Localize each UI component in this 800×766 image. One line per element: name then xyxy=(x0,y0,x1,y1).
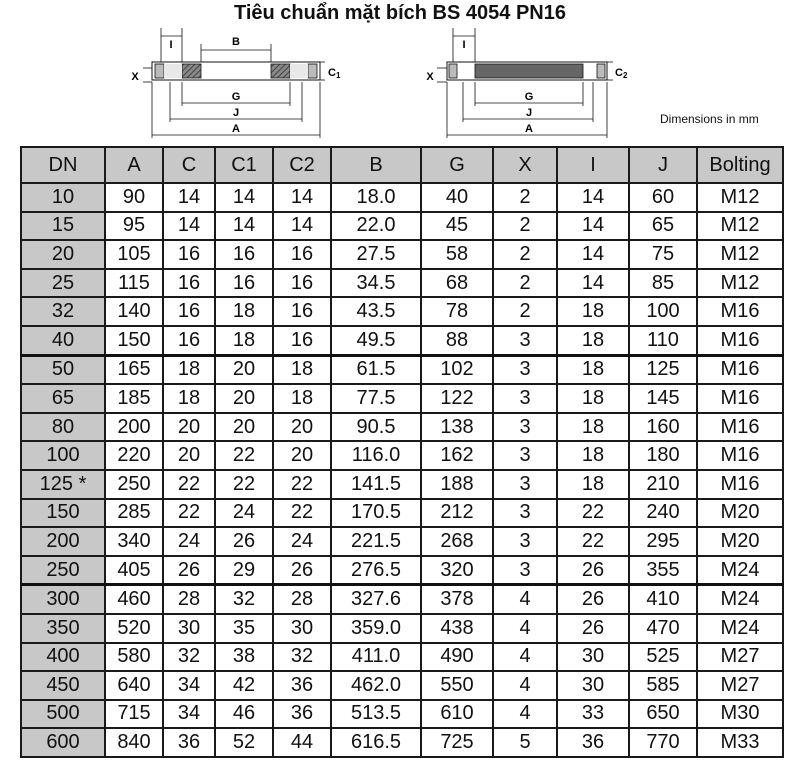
table-cell: 221.5 xyxy=(331,527,421,556)
table-cell: 340 xyxy=(105,527,163,556)
table-cell: 60 xyxy=(629,183,697,212)
table-cell: 770 xyxy=(629,728,697,757)
table-cell: 18 xyxy=(557,326,629,355)
table-cell: 18 xyxy=(273,384,331,413)
table-cell: 42 xyxy=(215,671,273,700)
table-cell: 320 xyxy=(421,556,493,585)
table-cell: 65 xyxy=(629,212,697,241)
table-cell: 200 xyxy=(105,413,163,442)
table-cell: 22 xyxy=(163,499,215,528)
dn-cell: 500 xyxy=(21,700,105,729)
table-cell: M16 xyxy=(697,326,783,355)
table-cell: 27.5 xyxy=(331,240,421,269)
table-cell: 49.5 xyxy=(331,326,421,355)
table-cell: 2 xyxy=(493,269,557,298)
table-cell: 327.6 xyxy=(331,585,421,614)
table-cell: 22.0 xyxy=(331,212,421,241)
table-cell: 36 xyxy=(273,700,331,729)
table-row xyxy=(21,671,783,700)
page-title: Tiêu chuẩn mặt bích BS 4054 PN16 xyxy=(234,2,566,24)
table-cell: 3 xyxy=(493,441,557,470)
dim-label-a: A xyxy=(232,123,240,135)
table-cell: M24 xyxy=(697,614,783,643)
dim-label-x-blind: X xyxy=(426,71,434,83)
table-cell: M16 xyxy=(697,470,783,499)
table-row xyxy=(21,470,783,499)
column-header-x: X xyxy=(493,147,557,183)
table-cell: 150 xyxy=(105,326,163,355)
table-cell: 3 xyxy=(493,355,557,384)
column-header-i: I xyxy=(557,147,629,183)
table-cell: M20 xyxy=(697,527,783,556)
table-cell: 26 xyxy=(163,556,215,585)
dim-label-j: J xyxy=(232,107,240,119)
table-cell: 14 xyxy=(557,240,629,269)
table-cell: 61.5 xyxy=(331,355,421,384)
table-cell: M12 xyxy=(697,269,783,298)
column-header-c: C xyxy=(163,147,215,183)
table-cell: 105 xyxy=(105,240,163,269)
dim-label-i-blind: I xyxy=(462,39,466,51)
dn-cell: 400 xyxy=(21,643,105,672)
table-cell: 30 xyxy=(557,643,629,672)
table-cell: 102 xyxy=(421,355,493,384)
dim-label-j-blind: J xyxy=(525,107,533,119)
column-header-c2: C2 xyxy=(273,147,331,183)
dim-label-b: B xyxy=(232,36,240,48)
dim-label-a-blind: A xyxy=(525,123,533,135)
column-header-j: J xyxy=(629,147,697,183)
table-cell: 525 xyxy=(629,643,697,672)
table-cell: M27 xyxy=(697,671,783,700)
table-cell: 95 xyxy=(105,212,163,241)
column-header-g: G xyxy=(421,147,493,183)
table-cell: 75 xyxy=(629,240,697,269)
table-cell: 34.5 xyxy=(331,269,421,298)
dn-cell: 50 xyxy=(21,355,105,384)
table-cell: M33 xyxy=(697,728,783,757)
table-cell: 650 xyxy=(629,700,697,729)
table-row xyxy=(21,413,783,442)
dn-cell: 350 xyxy=(21,614,105,643)
table-cell: 28 xyxy=(273,585,331,614)
table-cell: 22 xyxy=(215,470,273,499)
flange-spec-table xyxy=(20,146,784,758)
table-cell: 33 xyxy=(557,700,629,729)
table-cell: 18 xyxy=(163,384,215,413)
table-cell: 22 xyxy=(557,527,629,556)
table-cell: 18 xyxy=(215,326,273,355)
table-cell: 20 xyxy=(215,384,273,413)
table-cell: M16 xyxy=(697,413,783,442)
table-cell: 22 xyxy=(163,470,215,499)
table-cell: 20 xyxy=(163,413,215,442)
table-cell: 26 xyxy=(215,527,273,556)
table-cell: 145 xyxy=(629,384,697,413)
dn-cell: 80 xyxy=(21,413,105,442)
dn-cell: 15 xyxy=(21,212,105,241)
table-cell: 610 xyxy=(421,700,493,729)
table-cell: 38 xyxy=(215,643,273,672)
table-cell: 18 xyxy=(557,441,629,470)
table-row xyxy=(21,384,783,413)
table-cell: 18 xyxy=(163,355,215,384)
table-cell: 22 xyxy=(273,470,331,499)
dn-cell: 32 xyxy=(21,297,105,326)
table-cell: 68 xyxy=(421,269,493,298)
table-cell: M27 xyxy=(697,643,783,672)
dim-label-c2: C2 xyxy=(615,67,628,80)
table-cell: 34 xyxy=(163,671,215,700)
dn-cell: 200 xyxy=(21,527,105,556)
table-cell: 250 xyxy=(105,470,163,499)
column-header-dn: DN xyxy=(21,147,105,183)
table-cell: 18 xyxy=(557,355,629,384)
table-cell: 276.5 xyxy=(331,556,421,585)
table-cell: 2 xyxy=(493,297,557,326)
table-cell: 20 xyxy=(215,355,273,384)
table-cell: 85 xyxy=(629,269,697,298)
dn-cell: 100 xyxy=(21,441,105,470)
table-cell: 110 xyxy=(629,326,697,355)
table-cell: 45 xyxy=(421,212,493,241)
table-cell: 162 xyxy=(421,441,493,470)
table-cell: 14 xyxy=(273,212,331,241)
table-cell: 16 xyxy=(273,297,331,326)
table-cell: 18 xyxy=(557,384,629,413)
table-cell: 285 xyxy=(105,499,163,528)
table-cell: 46 xyxy=(215,700,273,729)
table-cell: 90.5 xyxy=(331,413,421,442)
table-cell: 3 xyxy=(493,499,557,528)
table-cell: 16 xyxy=(215,269,273,298)
table-cell: 3 xyxy=(493,527,557,556)
column-header-bolting: Bolting xyxy=(697,147,783,183)
column-header-a: A xyxy=(105,147,163,183)
table-cell: 14 xyxy=(163,183,215,212)
table-cell: 220 xyxy=(105,441,163,470)
table-cell: 26 xyxy=(273,556,331,585)
dn-cell: 10 xyxy=(21,183,105,212)
flange-diagram-slip-on xyxy=(125,26,345,142)
table-cell: 36 xyxy=(163,728,215,757)
column-header-b: B xyxy=(331,147,421,183)
table-cell: 16 xyxy=(163,240,215,269)
table-cell: 36 xyxy=(273,671,331,700)
table-cell: 16 xyxy=(163,269,215,298)
table-row xyxy=(21,355,783,384)
table-cell: 16 xyxy=(163,326,215,355)
table-cell: 14 xyxy=(215,212,273,241)
table-row xyxy=(21,212,783,241)
table-cell: M16 xyxy=(697,384,783,413)
table-cell: 550 xyxy=(421,671,493,700)
table-cell: 840 xyxy=(105,728,163,757)
table-cell: 14 xyxy=(215,183,273,212)
table-cell: 438 xyxy=(421,614,493,643)
table-cell: 40 xyxy=(421,183,493,212)
dn-cell: 450 xyxy=(21,671,105,700)
dn-cell: 25 xyxy=(21,269,105,298)
table-cell: 20 xyxy=(273,413,331,442)
table-cell: 295 xyxy=(629,527,697,556)
table-cell: 14 xyxy=(557,183,629,212)
table-cell: 26 xyxy=(557,585,629,614)
table-cell: 138 xyxy=(421,413,493,442)
table-cell: 640 xyxy=(105,671,163,700)
table-cell: 462.0 xyxy=(331,671,421,700)
table-cell: 18.0 xyxy=(331,183,421,212)
table-cell: 3 xyxy=(493,413,557,442)
table-cell: M30 xyxy=(697,700,783,729)
table-row xyxy=(21,297,783,326)
table-cell: 715 xyxy=(105,700,163,729)
table-cell: 22 xyxy=(557,499,629,528)
table-cell: 44 xyxy=(273,728,331,757)
table-cell: 3 xyxy=(493,384,557,413)
table-cell: 490 xyxy=(421,643,493,672)
table-cell: 580 xyxy=(105,643,163,672)
flange-diagram-blind xyxy=(425,26,645,142)
table-cell: 35 xyxy=(215,614,273,643)
table-cell: 405 xyxy=(105,556,163,585)
dn-cell: 600 xyxy=(21,728,105,757)
table-cell: 18 xyxy=(215,297,273,326)
table-row xyxy=(21,183,783,212)
table-cell: 22 xyxy=(215,441,273,470)
table-row xyxy=(21,326,783,355)
table-cell: 140 xyxy=(105,297,163,326)
table-cell: 3 xyxy=(493,326,557,355)
dn-cell: 20 xyxy=(21,240,105,269)
dn-cell: 250 xyxy=(21,556,105,585)
table-cell: 100 xyxy=(629,297,697,326)
table-cell: 378 xyxy=(421,585,493,614)
table-cell: 14 xyxy=(557,269,629,298)
table-cell: 122 xyxy=(421,384,493,413)
table-row xyxy=(21,556,783,585)
table-cell: 88 xyxy=(421,326,493,355)
table-cell: 725 xyxy=(421,728,493,757)
table-cell: 18 xyxy=(557,413,629,442)
table-cell: 18 xyxy=(557,470,629,499)
table-cell: 20 xyxy=(215,413,273,442)
table-cell: 188 xyxy=(421,470,493,499)
table-cell: 520 xyxy=(105,614,163,643)
table-row xyxy=(21,240,783,269)
dn-cell: 150 xyxy=(21,499,105,528)
table-cell: 52 xyxy=(215,728,273,757)
dn-cell: 65 xyxy=(21,384,105,413)
dn-cell: 300 xyxy=(21,585,105,614)
table-cell: M16 xyxy=(697,355,783,384)
table-row xyxy=(21,585,783,614)
table-cell: 2 xyxy=(493,212,557,241)
table-cell: 115 xyxy=(105,269,163,298)
table-cell: 185 xyxy=(105,384,163,413)
table-cell: 141.5 xyxy=(331,470,421,499)
table-row xyxy=(21,700,783,729)
table-cell: 4 xyxy=(493,614,557,643)
table-cell: 32 xyxy=(163,643,215,672)
table-cell: 616.5 xyxy=(331,728,421,757)
table-cell: 3 xyxy=(493,470,557,499)
table-cell: 26 xyxy=(557,614,629,643)
table-cell: 28 xyxy=(163,585,215,614)
table-cell: M12 xyxy=(697,212,783,241)
dim-label-x: X xyxy=(131,71,139,83)
table-cell: 268 xyxy=(421,527,493,556)
table-cell: 165 xyxy=(105,355,163,384)
table-cell: 160 xyxy=(629,413,697,442)
table-cell: 212 xyxy=(421,499,493,528)
table-cell: 16 xyxy=(215,240,273,269)
table-cell: 14 xyxy=(163,212,215,241)
table-cell: 125 xyxy=(629,355,697,384)
table-cell: 4 xyxy=(493,585,557,614)
table-cell: 16 xyxy=(273,326,331,355)
table-cell: 2 xyxy=(493,183,557,212)
table-header-row xyxy=(21,147,783,183)
table-cell: 24 xyxy=(273,527,331,556)
table-row xyxy=(21,527,783,556)
table-cell: 32 xyxy=(273,643,331,672)
table-cell: 22 xyxy=(273,499,331,528)
table-cell: 513.5 xyxy=(331,700,421,729)
table-cell: M12 xyxy=(697,240,783,269)
table-cell: 470 xyxy=(629,614,697,643)
table-cell: 359.0 xyxy=(331,614,421,643)
table-row xyxy=(21,614,783,643)
table-cell: 29 xyxy=(215,556,273,585)
table-cell: 5 xyxy=(493,728,557,757)
dim-label-g: G xyxy=(231,91,241,103)
table-cell: 30 xyxy=(163,614,215,643)
table-cell: 411.0 xyxy=(331,643,421,672)
table-cell: 58 xyxy=(421,240,493,269)
table-cell: 3 xyxy=(493,556,557,585)
table-cell: M16 xyxy=(697,297,783,326)
table-cell: 410 xyxy=(629,585,697,614)
table-cell: 240 xyxy=(629,499,697,528)
table-row xyxy=(21,499,783,528)
table-cell: 170.5 xyxy=(331,499,421,528)
table-cell: 4 xyxy=(493,643,557,672)
table-cell: M12 xyxy=(697,183,783,212)
table-cell: M20 xyxy=(697,499,783,528)
table-row xyxy=(21,728,783,757)
table-cell: 2 xyxy=(493,240,557,269)
table-cell: 20 xyxy=(163,441,215,470)
table-cell: 24 xyxy=(215,499,273,528)
table-row xyxy=(21,269,783,298)
table-cell: 16 xyxy=(273,240,331,269)
table-cell: 14 xyxy=(273,183,331,212)
table-cell: 32 xyxy=(215,585,273,614)
table-cell: M24 xyxy=(697,556,783,585)
table-cell: 24 xyxy=(163,527,215,556)
table-cell: 585 xyxy=(629,671,697,700)
table-cell: 43.5 xyxy=(331,297,421,326)
table-cell: 36 xyxy=(557,728,629,757)
dimensions-note: Dimensions in mm xyxy=(660,112,759,126)
table-cell: 210 xyxy=(629,470,697,499)
table-cell: 30 xyxy=(273,614,331,643)
table-cell: 355 xyxy=(629,556,697,585)
table-cell: 116.0 xyxy=(331,441,421,470)
dn-cell: 125 * xyxy=(21,470,105,499)
table-cell: 4 xyxy=(493,671,557,700)
table-cell: 26 xyxy=(557,556,629,585)
table-cell: 30 xyxy=(557,671,629,700)
table-cell: 180 xyxy=(629,441,697,470)
table-cell: 4 xyxy=(493,700,557,729)
dim-label-c1: C1 xyxy=(328,67,341,80)
column-header-c1: C1 xyxy=(215,147,273,183)
table-cell: 18 xyxy=(273,355,331,384)
table-cell: 20 xyxy=(273,441,331,470)
table-cell: M24 xyxy=(697,585,783,614)
table-cell: 16 xyxy=(163,297,215,326)
table-cell: 16 xyxy=(273,269,331,298)
table-row xyxy=(21,643,783,672)
table-cell: 78 xyxy=(421,297,493,326)
dim-label-i: I xyxy=(169,39,173,51)
table-cell: M16 xyxy=(697,441,783,470)
table-cell: 34 xyxy=(163,700,215,729)
dn-cell: 40 xyxy=(21,326,105,355)
table-row xyxy=(21,441,783,470)
table-cell: 14 xyxy=(557,212,629,241)
table-cell: 18 xyxy=(557,297,629,326)
table-cell: 460 xyxy=(105,585,163,614)
table-cell: 77.5 xyxy=(331,384,421,413)
table-cell: 90 xyxy=(105,183,163,212)
dim-label-g-blind: G xyxy=(524,91,534,103)
